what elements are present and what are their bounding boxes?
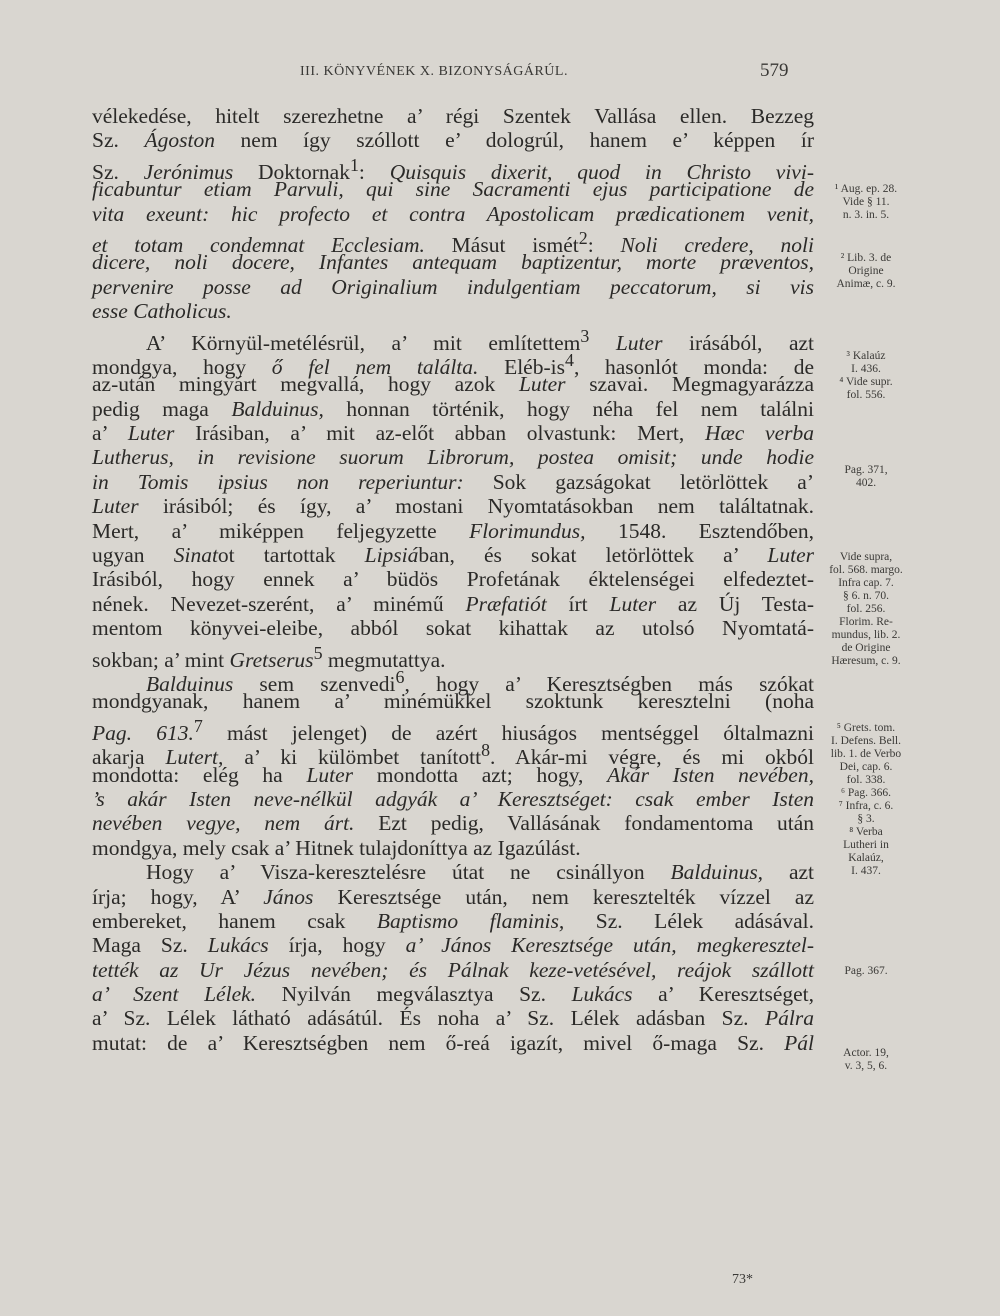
- text-line: mentom könyvei-eleibe, abból sokat kihattak az utolsó Nyomtatá-: [92, 616, 814, 641]
- running-head: III. KÖNYVÉNEK X. BIZONYSÁGÁRÚL.: [300, 64, 568, 79]
- margin-note: Vide supra, fol. 568. margo. Infra cap. 7. § 6. n. 70. fol. 256. Florim. Re- mundus, lib. 2. de Origine Hæresum, c. 9.: [829, 551, 903, 667]
- text-line: nevében vegye, nem árt. Ezt pedig, Vallásának fondamentoma után: [92, 811, 814, 836]
- text-line: Maga Sz. Lukács írja, hogy a’ János Keresztsége után, megkeresztel-: [92, 933, 815, 958]
- text-line: az-után mingyárt megvallá, hogy azok Luter szavai. Megmagyarázza: [92, 372, 814, 397]
- text-line: dicere, noli docere, Infantes antequam baptizentur, morte præventos,: [92, 250, 814, 275]
- text-line: A’ Környül-metélésrül, a’ mit említettem$^3$ Luter irásából, azt: [146, 325, 815, 355]
- margin-note: ² Lib. 3. de Origine Animæ, c. 9.: [836, 252, 896, 290]
- text-line: mondgyanak, hanem a’ minémükkel szoktunk keresztelni (noha: [92, 689, 814, 714]
- text-line: mondgya, hogy ő fel nem találta. Eléb-$is^4$, hasonlót monda: de: [92, 349, 814, 380]
- text-line: in Tomis ipsius non reperiuntur: Sok gazságokat letörlöttek a’: [92, 469, 814, 494]
- text-line: mondotta: elég ha Luter mondotta azt; hogy, Akár Isten nevében,: [92, 762, 814, 787]
- margin-note: ³ Kalaúz I. 436. ⁴ Vide supr. fol. 556.: [839, 350, 893, 401]
- text-line: embereket, hanem csak Baptismo flaminis, Sz. Lélek adásával.: [92, 908, 815, 933]
- printer-signature: 73*: [732, 1272, 753, 1287]
- text-line: ’s akár Isten neve-nélkül adgyák a’ Keresztséget: csak ember Isten: [92, 786, 814, 811]
- text-line: írja; hogy, A’ János Keresztsége után, nem keresztelték vízzel az: [92, 884, 814, 909]
- text-line: Sz. Jerónimus Doktornak$^1$: Quisquis dixerit, quod in Christo vivi-: [92, 154, 814, 184]
- margin-note: ¹ Aug. ep. 28. Vide § 11. n. 3. in. 5.: [834, 183, 898, 221]
- text-line: a’ Sz. Lélek látható adásátúl. És noha a’ Sz. Lélek adásban Sz. Pálra: [92, 1006, 814, 1031]
- text-line: vita exeunt: hic profecto et contra Apostolicam prædicationem venit,: [92, 201, 814, 226]
- text-line: vélekedése, hitelt szerezhetne a’ régi Szentek Vallása ellen. Bezzeg: [92, 104, 814, 128]
- text-line: nének. Nevezet-szerént, a’ minémű Præfatiót írt Luter az Új Testa-: [92, 591, 814, 616]
- text-line: Balduinus sem szenvedi$^6$, hogy a’ Keresztségben más szókat: [146, 666, 814, 697]
- margin-note: Actor. 19, v. 3, 5, 6.: [843, 1047, 889, 1072]
- margin-note: Pag. 371, 402.: [844, 464, 888, 489]
- text-line: ficabuntur etiam Parvuli, qui sine Sacramenti ejus participatione de: [92, 177, 814, 202]
- text-line: Lutherus, in revisione suorum Librorum, postea omisit; unde hodie: [92, 445, 814, 470]
- text-line: ugyan Sinatot tartottak Lipsiában, és sokat letörlöttek a’ Luter: [92, 543, 814, 568]
- text-line: mondgya, mely csak a’ Hitnek tulajdoníttya az Igazúlást.: [92, 835, 581, 860]
- text-line: akarja Lutert, a’ ki külömbet tanított$^8$. Akár-mi végre, és mi okból: [92, 740, 815, 770]
- text-line: mutat: de a’ Keresztségben nem ő-reá igazít, mivel ő-maga Sz. Pál: [92, 1030, 814, 1055]
- margin-note: Pag. 367.: [844, 965, 888, 977]
- text-line: Hogy a’ Visza-keresztelésre útat ne csinállyon Balduinus, azt: [146, 860, 814, 885]
- text-line: sokban; a’ mint Gretserus$^5$ megmutattya.: [92, 642, 446, 672]
- text-line: a’ Szent Lélek. Nyilván megválasztya Sz. Lukács a’ Keresztséget,: [92, 982, 815, 1007]
- text-line: Sz. Ágoston nem így szóllott e’ dologrúl, hanem e’ képpen ír: [92, 128, 815, 153]
- text-line: esse Catholicus.: [92, 299, 232, 324]
- main-text: [92, 104, 814, 1055]
- text-line: pedig maga Balduinus, honnan történik, hogy néha fel nem találni: [92, 396, 815, 421]
- text-line: Mert, a’ miképpen feljegyzette Florimundus, 1548. Esztendőben,: [92, 518, 814, 543]
- text-line: a’ Luter Irásiban, a’ mit az-előt abban olvastunk: Mert, Hæc verba: [92, 421, 814, 446]
- text-line: tették az Ur Jézus nevében; és Pálnak keze-vetésével, reájok szállott: [92, 957, 814, 982]
- page-number: 579: [760, 60, 789, 81]
- text-line: Luter irásiból; és így, a’ mostani Nyomtatásokban nem találtatnak.: [92, 494, 814, 519]
- text-line: Irásiból, hogy ennek a’ büdös Profetának éktelenségei elfedeztet-: [92, 567, 814, 592]
- text-line: Pag. 613.$^7$ mást jelenget) de azért hiuságos mentséggel óltalmazni: [92, 715, 814, 745]
- text-line: et totam condemnat Ecclesiam. Másut ismét$^2$: Noli credere, noli: [92, 227, 814, 258]
- text-line: pervenire posse ad Originalium indulgentiam peccatorum, si vis: [92, 274, 814, 299]
- margin-note: ⁵ Grets. tom. I. Defens. Bell. lib. 1. de Verbo Dei, cap. 6. fol. 338. ⁶ Pag. 366. ⁷ Infra, c. 6. § 3. ⁸ Verba Lutheri in Kalaúz, I. 437.: [830, 722, 902, 877]
- margin-notes: [816, 0, 1000, 1316]
